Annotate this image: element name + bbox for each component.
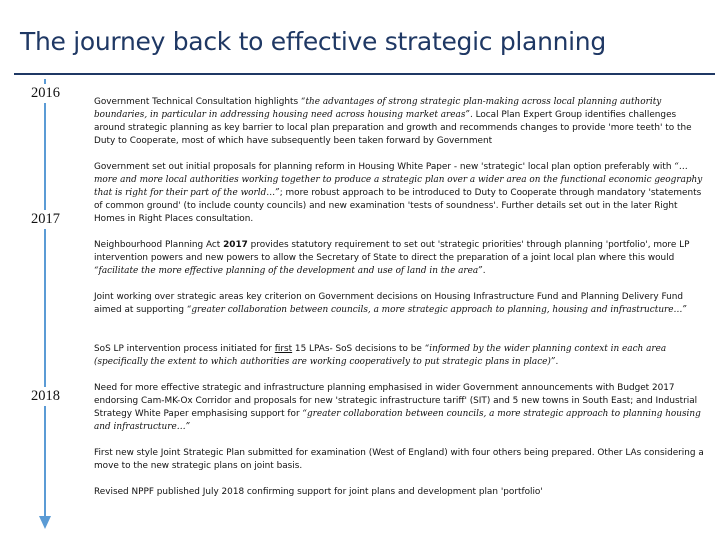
entry-text (94, 486, 706, 499)
body-text: first (274, 344, 293, 354)
entry-text (94, 291, 706, 317)
entry-text (94, 447, 706, 473)
title-underline (14, 73, 715, 75)
body-text: . (482, 266, 486, 277)
quote-text: “greater collaboration between councils, a more strategic approach to planning housing and infrastructure…” (94, 409, 701, 433)
body-text: . (555, 357, 559, 368)
quote-text: “informed by the wider planning context in each area (specifically the extent to which authorities are working cooperatively to put strategic plans in place)” (94, 344, 667, 368)
body-text: . Local Plan Expert Group identifies challenges around strategic planning as key barrier to local plan preparation and growth and recommends changes to provide 'more teeth' to the Duty to Cooperate, most of which have subsequently been taken forward by Government (94, 110, 692, 147)
body-text: 2017 (223, 240, 248, 250)
entry-text (94, 343, 706, 369)
timeline-entry-budget-2017 (94, 382, 706, 434)
timeline-line (44, 79, 46, 518)
body-text: Government set out initial proposals for planning reform in Housing White Paper - new 'strategic' local plan option preferably with (94, 162, 675, 172)
timeline-entry-technical-consultation (94, 96, 706, 148)
body-text: SoS LP intervention process initiated for (94, 344, 275, 354)
body-text: Joint working over strategic areas key criterion on Government decisions on Housing Infrastructure Fund and Planning Delivery Fund aimed at supporting (94, 292, 683, 316)
body-text: 15 LPAs- SoS decisions to be (292, 344, 425, 354)
quote-text: “greater collaboration between councils, a more strategic approach to planning, housing and infrastructure…” (186, 305, 687, 316)
year-label-2018: 2018 (31, 388, 60, 404)
entry-text (94, 239, 706, 278)
year-label-2016: 2016 (31, 85, 60, 101)
body-text: Revised NPPF published July 2018 confirming support for joint plans and development plan 'portfolio' (94, 487, 543, 497)
body-text: Government Technical Consultation highlights (94, 97, 301, 107)
page-title: The journey back to effective strategic planning (20, 27, 606, 56)
body-text: Neighbourhood Planning Act (94, 240, 224, 250)
body-text: Need for more effective strategic and infrastructure planning emphasised in wider Government announcements with Budget 2017 endorsing Cam-MK-Ox Corridor and proposals for new 'strategic infrastructure tariff' (SIT) and 5 new towns in South East; and Industrial Strategy White Paper emphasising support for (94, 383, 698, 420)
timeline-arrow-icon (39, 516, 51, 529)
timeline-entry-revised-nppf (94, 486, 706, 499)
timeline-entry-sos-intervention (94, 343, 706, 369)
body-text: First new style Joint Strategic Plan submitted for examination (West of England) with four others being prepared. Other LAs considering a move to the new strategic plans on joint basis. (94, 448, 704, 472)
entry-text (94, 96, 706, 148)
entry-text (94, 161, 706, 226)
year-label-2017: 2017 (31, 211, 60, 227)
entry-text (94, 382, 706, 434)
timeline-entry-housing-white-paper (94, 161, 706, 226)
quote-text: “facilitate the more effective planning of the development and use of land in the area” (94, 266, 483, 277)
body-text: provides statutory requirement to set out 'strategic priorities' through planning 'portfolio', more LP intervention powers and new powers to allow the Secretary of State to direct the preparation of a joint local plan where this would (94, 240, 690, 264)
timeline-entry-neighbourhood-planning-act (94, 239, 706, 278)
quote-text: “the advantages of strong strategic plan-making across local planning authority boundaries, in particular in addressing housing need across housing market areas” (94, 97, 662, 121)
timeline-entry-infrastructure-fund (94, 291, 706, 317)
quote-text: “…more and more local authorities working together to produce a strategic plan over a wider area on the functional economic geography that is right for their part of the world…” (94, 162, 703, 199)
body-text: ; more robust approach to be introduced to Duty to Cooperate through mandatory 'statements of common ground' (to include county councils) and new examination 'tests of soundness'. Further details set out in the later Right Homes in Right Places consultation. (94, 188, 702, 225)
timeline-entry-joint-strategic-plan (94, 447, 706, 473)
